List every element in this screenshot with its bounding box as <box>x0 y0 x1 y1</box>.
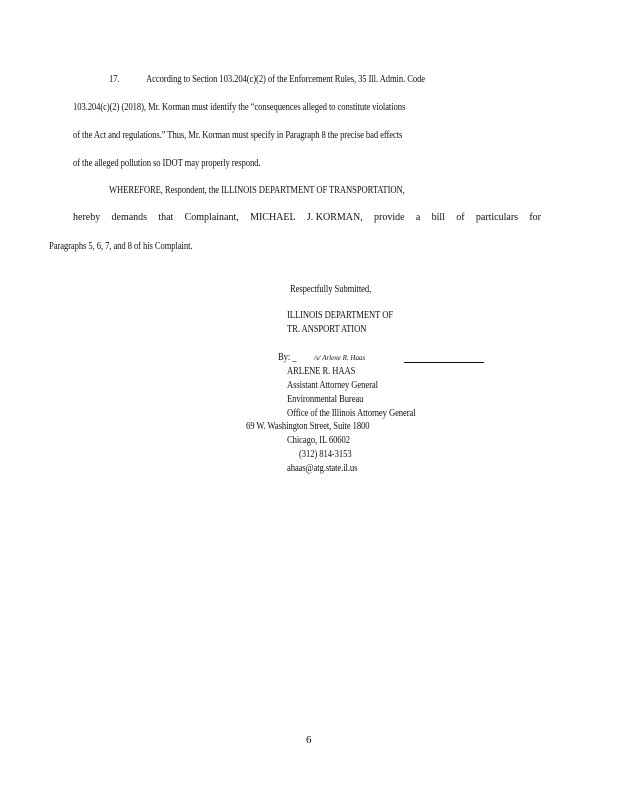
justified-word: J. KORMAN, <box>306 212 363 223</box>
signer-bureau: Environmental Bureau <box>287 394 364 405</box>
justified-word: for <box>529 212 541 223</box>
justified-word: Complainant, <box>184 212 239 223</box>
signer-name: ARLENE R. HAAS <box>287 366 356 377</box>
justified-word: particulars <box>475 212 519 223</box>
justified-word: of <box>456 212 465 223</box>
org-name-line-2: TR. ANSPORT ATION <box>287 324 367 335</box>
paragraph-17-line-2: 103.204(c)(2) (2018), Mr. Korman must identify the “consequences alleged to constitute violations <box>73 102 406 113</box>
paragraph-number: 17. <box>109 74 120 85</box>
wherefore-line-3: Paragraphs 5, 6, 7, and 8 of his Complaint. <box>49 241 193 252</box>
city-address: Chicago, IL 60602 <box>287 435 350 446</box>
by-label: By: _ <box>278 352 297 363</box>
paragraph-17-line-1: According to Section 103.204(c)(2) of the Enforcement Rules, 35 Ill. Admin. Code <box>146 74 426 85</box>
org-name-line-1: ILLINOIS DEPARTMENT OF <box>287 310 394 321</box>
wherefore-line-2 <box>73 212 541 224</box>
street-address: 69 W. Washington Street, Suite 1800 <box>246 421 370 432</box>
wherefore-line-1: WHEREFORE, Respondent, the ILLINOIS DEPARTMENT OF TRANSPORTATION, <box>109 185 405 196</box>
justified-word: bill <box>431 212 445 223</box>
signer-title: Assistant Attorney General <box>287 380 378 391</box>
justified-word: a <box>415 212 421 223</box>
paragraph-17-line-4: of the alleged pollution so IDOT may properly respond. <box>73 158 261 169</box>
closing: Respectfully Submitted, <box>290 284 372 295</box>
signature: /s/ Arlene R. Haas <box>314 354 366 362</box>
justified-word: MICHAEL <box>250 212 296 223</box>
phone-number: (312) 814-3153 <box>299 449 352 460</box>
justified-word: provide <box>374 212 405 223</box>
justified-word: that <box>158 212 174 223</box>
page-number: 6 <box>306 734 312 746</box>
justified-word: demands <box>111 212 148 223</box>
justified-word: hereby <box>73 212 101 223</box>
signer-office: Office of the Illinois Attorney General <box>287 408 416 419</box>
signature-line <box>404 362 484 363</box>
email-address: ahaas@atg.state.il.us <box>287 463 358 474</box>
paragraph-17-line-3: of the Act and regulations.” Thus, Mr. Korman must specify in Paragraph 8 the precise bad effects <box>73 130 403 141</box>
